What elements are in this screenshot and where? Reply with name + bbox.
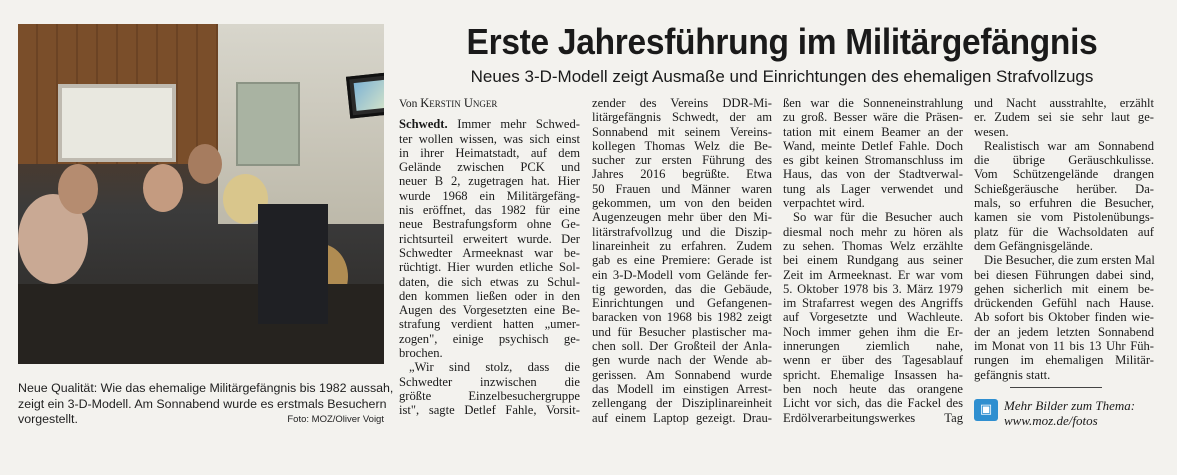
text-line: er. Zudem sei sie sehr laut ge- bbox=[974, 110, 1154, 125]
text-line: 5. Oktober 1978 bis 3. März 1979 bbox=[783, 281, 963, 296]
text-line: Licht vor sich, das die Fackel des bbox=[783, 396, 963, 411]
article-column-4 bbox=[974, 96, 1154, 382]
text-line: spricht. Ehemalige Insassen ha- bbox=[783, 367, 963, 382]
text-line: zu sehen. Thomas Welz erzählte bbox=[783, 238, 963, 253]
text-line: rungen im ehemaligen Militär- bbox=[974, 353, 1154, 368]
article-column-1 bbox=[399, 96, 580, 418]
text-line: Zeit im Armeeknast. Er war vom bbox=[783, 267, 963, 282]
text-line: „Wir sind stolz, dass die bbox=[409, 360, 580, 375]
text-line: Wand, meinte Detlef Fahle. Doch bbox=[783, 138, 963, 153]
more-photos-link[interactable] bbox=[974, 398, 1164, 432]
text-line: der an jedem letzten Sonnabend bbox=[974, 324, 1154, 339]
text-line: Gelände zwischen PCK und bbox=[399, 160, 580, 175]
text-line: Vom Schützengelände drangen bbox=[974, 167, 1154, 182]
text-line: wenn er über des Tagesablauf bbox=[783, 353, 963, 368]
text-line: auf einem Laptop gezeigt. Drau- bbox=[592, 410, 772, 425]
byline-author: Kerstin Unger bbox=[420, 96, 498, 110]
text-line: daten, die sich etwas zu Schul- bbox=[399, 274, 580, 289]
text-line: linareinheit zu erfahren. Zudem bbox=[592, 238, 772, 253]
text-line: mals, so erfuhren die Besucher, bbox=[974, 196, 1154, 211]
text-line: ßen war die Sonneneinstrahlung bbox=[783, 96, 963, 110]
text-line: zender des Vereins DDR-Mi- bbox=[592, 96, 772, 110]
photo-caption bbox=[18, 381, 394, 428]
text-line: Einrichtungen und Gefangenen- bbox=[592, 296, 772, 311]
text-line: Erdölverarbeitungswerkes Tag bbox=[783, 410, 963, 425]
text-line: gefängnis statt. bbox=[974, 367, 1051, 382]
more-photos-url[interactable]: www.moz.de/fotos bbox=[1004, 413, 1098, 428]
text-line: kamen sie vom Pistolenübungs- bbox=[974, 210, 1154, 225]
caption-line: zeigt ein 3-D-Modell. Am Sonnabend wurde es erstmals Besuchern bbox=[18, 396, 387, 411]
byline-prefix: Von bbox=[399, 98, 418, 110]
caption-line: vorgestellt. bbox=[18, 412, 78, 426]
text-line: gerissen. Am Sonnabend wurde bbox=[592, 367, 772, 382]
text-line: wesen. bbox=[974, 124, 1009, 139]
crowd bbox=[18, 134, 384, 364]
text-line: auf Vorgesetzte und Wachleute. bbox=[783, 310, 963, 325]
text-line: die übrige Geräuschkulisse. bbox=[974, 153, 1154, 168]
text-line: Schwedter inzwischen die bbox=[399, 374, 580, 389]
text-line: rüchtigt. Hier wurden etliche Sol- bbox=[399, 260, 580, 275]
text-line: brochen. bbox=[399, 346, 443, 361]
text-line: litärstrafvollzug und die Diszip- bbox=[592, 224, 772, 239]
text-line: Schwedter Armeeknast war be- bbox=[399, 245, 580, 260]
text-line: Schießgeräusche herüber. Da- bbox=[974, 181, 1154, 196]
text-line: neue Bestrafungsform ohne Ge- bbox=[399, 217, 580, 232]
text-line: drückenden Gefühl nach Hause. bbox=[974, 296, 1154, 311]
text-line: 50 Frauen und Männer waren bbox=[592, 181, 772, 196]
text-line: ist", sagte Detlef Fahle, Vorsit- bbox=[399, 403, 580, 418]
text-line: zu groß. Besser wäre die Präsen- bbox=[783, 110, 963, 125]
text-line: chen soll. Der Großteil der Anla- bbox=[592, 339, 772, 354]
text-line: gab es eine Premiere: Gerade ist bbox=[592, 253, 772, 268]
text-line: Augen des Vorgesetzten eine Be- bbox=[399, 303, 580, 318]
text-line: sucher zur ersten Führung des bbox=[592, 153, 772, 168]
caption-line: Neue Qualität: Wie das ehemalige Militärgefängnis bis 1982 aussah, bbox=[18, 381, 394, 395]
text-line: es gibt keinen Stromanschluss im bbox=[783, 153, 963, 168]
text-line: im Monat von 11 bis 13 Uhr Füh- bbox=[974, 339, 1154, 354]
text-line: ter wollen wissen, was sich einst bbox=[399, 131, 580, 146]
photo-credit: Foto: MOZ/Oliver Voigt bbox=[287, 414, 384, 425]
text-line: litärgefängnis Schwedt, der am bbox=[592, 110, 772, 125]
text-line: Ab sofort bis Oktober finden wie- bbox=[974, 310, 1154, 325]
text-line: tig geworden, das die Gebäude, bbox=[592, 281, 772, 296]
divider bbox=[1010, 387, 1102, 388]
text-line: nis eröffnet, das 1982 für eine bbox=[399, 203, 580, 218]
subheadline: Neues 3-D-Modell zeigt Ausmaße und Einrichtungen des ehemaligen Strafvollzugs bbox=[470, 67, 1094, 86]
text-line: baracken von 1968 bis 1982 zeigt bbox=[592, 310, 772, 325]
text-line: das Modell im einstigen Arrest- bbox=[592, 381, 772, 396]
text-line: So war für die Besucher auch bbox=[793, 210, 963, 225]
text-line: dem Gefängnisgelände. bbox=[974, 238, 1093, 253]
text-line: gehen sicherlich mit einem be- bbox=[974, 281, 1154, 296]
text-line: in ihrer Heimatstadt, auf dem bbox=[399, 145, 580, 160]
text-line: ben noch heute das orangene bbox=[783, 381, 963, 396]
article-column-3 bbox=[783, 96, 963, 425]
byline bbox=[399, 96, 580, 111]
text-line: größte Einzelbesuchergruppe bbox=[399, 388, 580, 403]
text-line: tung als Lager verwendet und bbox=[783, 181, 963, 196]
text-line: und Nacht ausstrahlte, erzählt bbox=[974, 96, 1154, 110]
text-line: Haus, das von der Stadtverwal- bbox=[783, 167, 963, 182]
text-line: Augenzeugen mehr über den Mi- bbox=[592, 210, 772, 225]
text-line: und für Besucher plastischer ma- bbox=[592, 324, 772, 339]
article-column-2 bbox=[592, 96, 772, 425]
text-line: tation mit einem Beamer an der bbox=[783, 124, 963, 139]
text-line: gekommen, um von den beiden bbox=[592, 196, 772, 211]
text-line: neuer B 2, zugetragen hat. Hier bbox=[399, 174, 580, 189]
text-line: strafung verdient hatten „umer- bbox=[399, 317, 580, 332]
text-line: Noch immer gehen ihm die Er- bbox=[783, 324, 963, 339]
text-line: im Strafarrest wegen des Angriffs bbox=[783, 296, 963, 311]
text-line: wurde 1968 ein Militärgefäng- bbox=[399, 188, 580, 203]
text-line: den kommen ließen oder in den bbox=[399, 288, 580, 303]
text-line: Jahres 2016 begrüßte. Etwa bbox=[592, 167, 772, 182]
more-photos-label: Mehr Bilder zum Thema: bbox=[1004, 398, 1136, 413]
tablet-device bbox=[346, 71, 384, 118]
text-line: Sonnabend mit seinem Vereins- bbox=[592, 124, 772, 139]
article-photo bbox=[18, 24, 384, 364]
text-line: innerungen ziemlich nahe, bbox=[783, 339, 963, 354]
dateline: Schwedt. bbox=[399, 117, 448, 132]
text-line: Realistisch war am Sonnabend bbox=[984, 138, 1154, 153]
text-line: Die Besucher, die zum ersten Mal bbox=[984, 253, 1155, 268]
text-line: ein 3-D-Modell vom Gelände fer- bbox=[592, 267, 772, 282]
text-line: diesmal noch mehr zu hören als bbox=[783, 224, 963, 239]
text-line: gen wurde nach der Wende ab- bbox=[592, 353, 772, 368]
camera-icon: ▣ bbox=[974, 399, 998, 421]
text-line: Schwedt. Immer mehr Schwed- bbox=[399, 117, 580, 132]
text-line: verpachtet wird. bbox=[783, 196, 865, 211]
text-line: richtsurteil erweitert wurde. Der bbox=[399, 231, 580, 246]
text-line: kollegen Thomas Welz die Be- bbox=[592, 138, 772, 153]
text-line: platz für die Wachsoldaten auf bbox=[974, 224, 1154, 239]
headline: Erste Jahresführung im Militärgefängnis bbox=[466, 21, 1098, 62]
text-line: bei einem Rundgang aus seiner bbox=[783, 253, 963, 268]
text-line: bei diesen Führungen dabei sind, bbox=[974, 267, 1154, 282]
text-line: zogen", einige psychisch ge- bbox=[399, 331, 580, 346]
text-line: zellengang der Disziplinareinheit bbox=[592, 396, 772, 411]
